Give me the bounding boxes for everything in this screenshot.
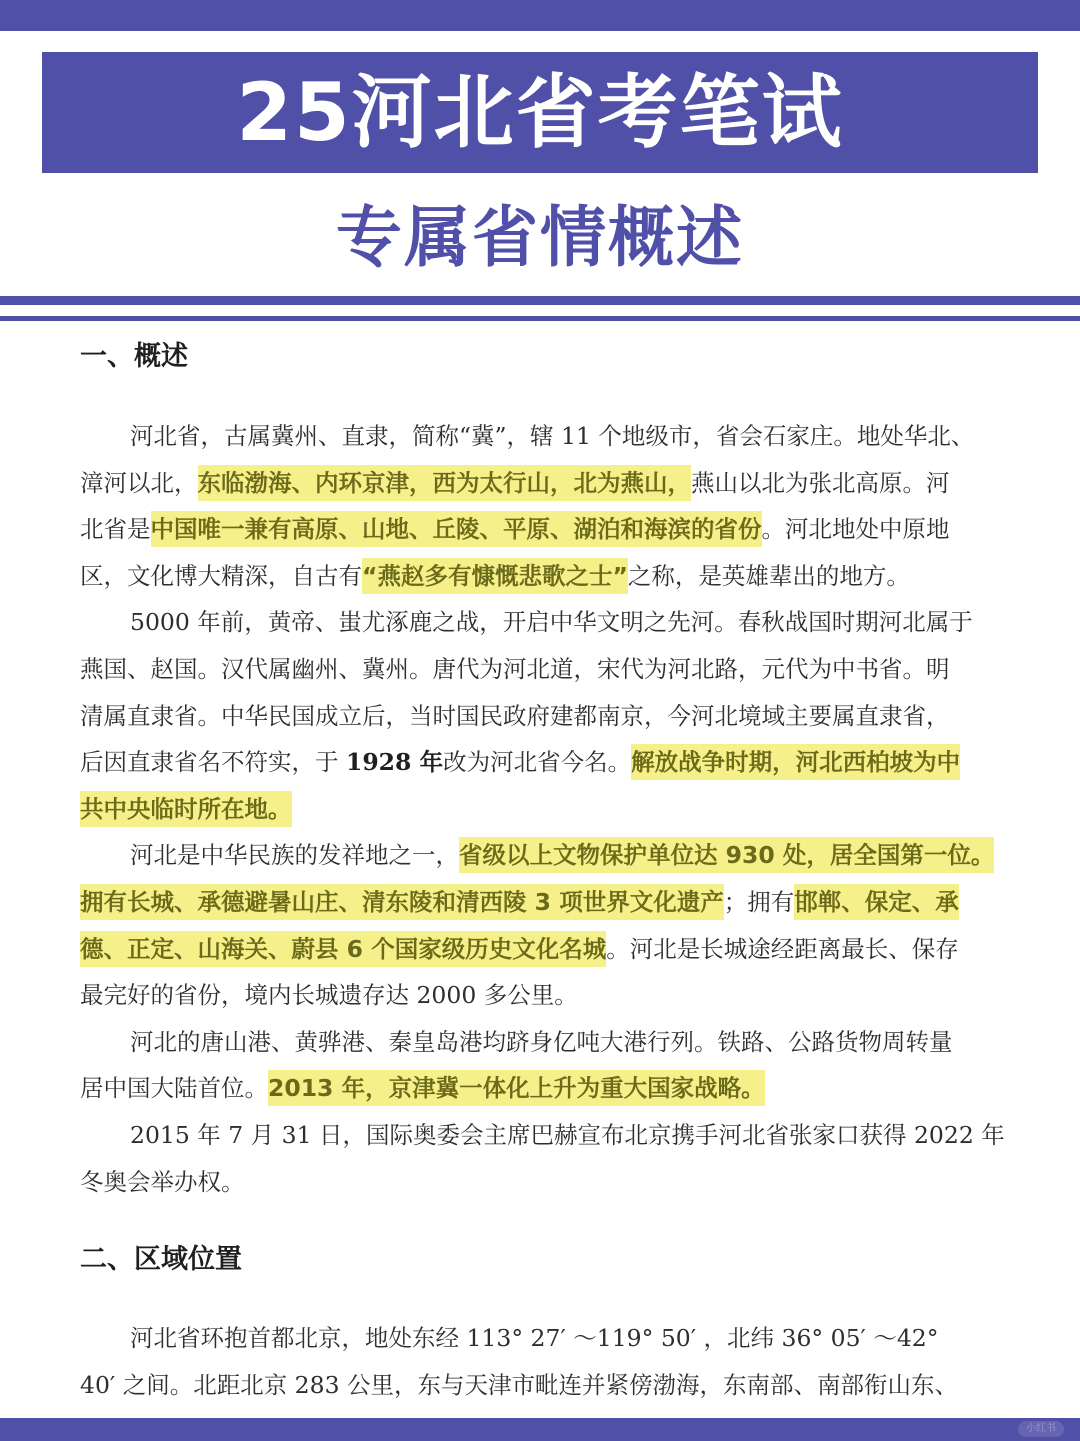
text-segment: ；拥有	[723, 888, 795, 916]
text-segment: 北省是	[80, 515, 151, 544]
text-segment: 5000 年前，黄帝、蚩尤涿鹿之战，开启中华文明之先河。春秋战国时期河北属于	[130, 608, 973, 637]
paragraph-line	[80, 696, 1010, 736]
text-segment: 河北省环抱首都北京，地处东经 113° 27′ ～119° 50′ ，北纬 36° 05′ ～42°	[130, 1324, 939, 1352]
paragraph-line	[130, 1115, 1010, 1155]
watermark-badge: 小红书	[1018, 1421, 1064, 1437]
paragraph-line	[130, 835, 1010, 875]
highlighted-text: 2013 年，京津冀一体化上升为重大国家战略。	[268, 1070, 765, 1106]
section-heading-overview: 一、概述	[80, 341, 188, 372]
paragraph-line	[80, 1162, 1010, 1202]
highlighted-text: 德、正定、山海关、蔚县 6 个国家级历史文化名城	[80, 931, 606, 967]
text-segment: 最完好的省份，境内长城遗存达 2000 多公里。	[80, 981, 578, 1010]
text-segment: 燕国、赵国。汉代属幽州、冀州。唐代为河北道，宋代为河北路，元代为中书省。明	[80, 655, 950, 683]
paragraph-line	[80, 509, 1010, 549]
text-segment: 河北是中华民族的发祥地之一，	[130, 841, 459, 870]
bold-text: 1928 年	[345, 748, 444, 777]
bottom-decorative-bar	[0, 1418, 1080, 1441]
paragraph-line	[130, 416, 1010, 456]
paragraph-line	[80, 789, 1010, 829]
highlighted-text: 共中央临时所在地。	[80, 791, 292, 827]
text-segment: 。河北是长城途经距离最长、保存	[606, 934, 959, 963]
text-segment: 清属直隶省。中华民国成立后，当时国民政府建都南京，今河北境域主要属直隶省，	[80, 701, 950, 730]
paragraph-line	[80, 929, 1010, 969]
paragraph-line	[80, 1365, 1010, 1405]
text-segment: 2015 年 7 月 31 日，国际奥委会主席巴赫宣布北京携手河北省张家口获得 2022 年	[130, 1121, 1005, 1149]
highlighted-text: 中国唯一兼有高原、山地、丘陵、平原、湖泊和海滨的省份	[151, 511, 762, 547]
text-segment: 河北省，古属冀州、直隶，简称“冀”，辖 11 个地级市，省会石家庄。地处华北、	[130, 422, 975, 450]
highlighted-text: 东临渤海、内环京津，西为太行山，北为燕山，	[198, 465, 692, 501]
title-banner	[42, 52, 1038, 173]
paragraph-line	[130, 1022, 1010, 1062]
paragraph-line	[130, 602, 1010, 642]
section-heading-location: 二、区域位置	[80, 1244, 242, 1275]
highlighted-text: “燕赵多有慷慨悲歌之士”	[362, 558, 628, 594]
highlighted-text: 省级以上文物保护单位达 930 处，居全国第一位。	[459, 837, 994, 873]
text-segment: 冬奥会举办权。	[80, 1167, 245, 1196]
text-segment: 后因直隶省名不符实，于	[80, 748, 346, 777]
text-segment: 漳河以北，	[80, 468, 198, 497]
page-subtitle: 专属省情概述	[336, 199, 744, 276]
divider-thin	[0, 316, 1080, 321]
text-segment: 燕山以北为张北高原。河	[691, 468, 950, 497]
text-segment: 河北的唐山港、黄骅港、秦皇岛港均跻身亿吨大港行列。铁路、公路货物周转量	[130, 1027, 953, 1056]
paragraph-line	[80, 556, 1010, 596]
paragraph-line	[130, 1318, 1010, 1358]
paragraph-line	[80, 882, 1010, 922]
paragraph-line	[80, 463, 1010, 503]
highlighted-text: 拥有长城、承德避暑山庄、清东陵和清西陵 3 项世界文化遗产	[80, 884, 724, 920]
highlighted-text: 邯郸、保定、承	[794, 884, 959, 920]
text-segment: 。河北地处中原地	[761, 515, 950, 544]
paragraph-line	[80, 1068, 1010, 1108]
text-segment: 之称，是英雄辈出的地方。	[627, 561, 910, 590]
paragraph-line	[80, 742, 1010, 782]
top-decorative-bar	[0, 0, 1080, 31]
highlighted-text: 解放战争时期，河北西柏坡为中	[631, 744, 960, 780]
text-segment: 40′ 之间。北距北京 283 公里，东与天津市毗连并紧傍渤海，东南部、南部衔山东、	[80, 1370, 959, 1399]
text-segment: 改为河北省今名。	[443, 748, 632, 777]
paragraph-line	[80, 975, 1010, 1015]
page-title: 25河北省考笔试	[236, 65, 844, 159]
text-segment: 区，文化博大精深，自古有	[80, 561, 362, 590]
divider-thick	[0, 296, 1080, 305]
paragraph-line	[80, 649, 1010, 689]
text-segment: 居中国大陆首位。	[80, 1074, 268, 1103]
